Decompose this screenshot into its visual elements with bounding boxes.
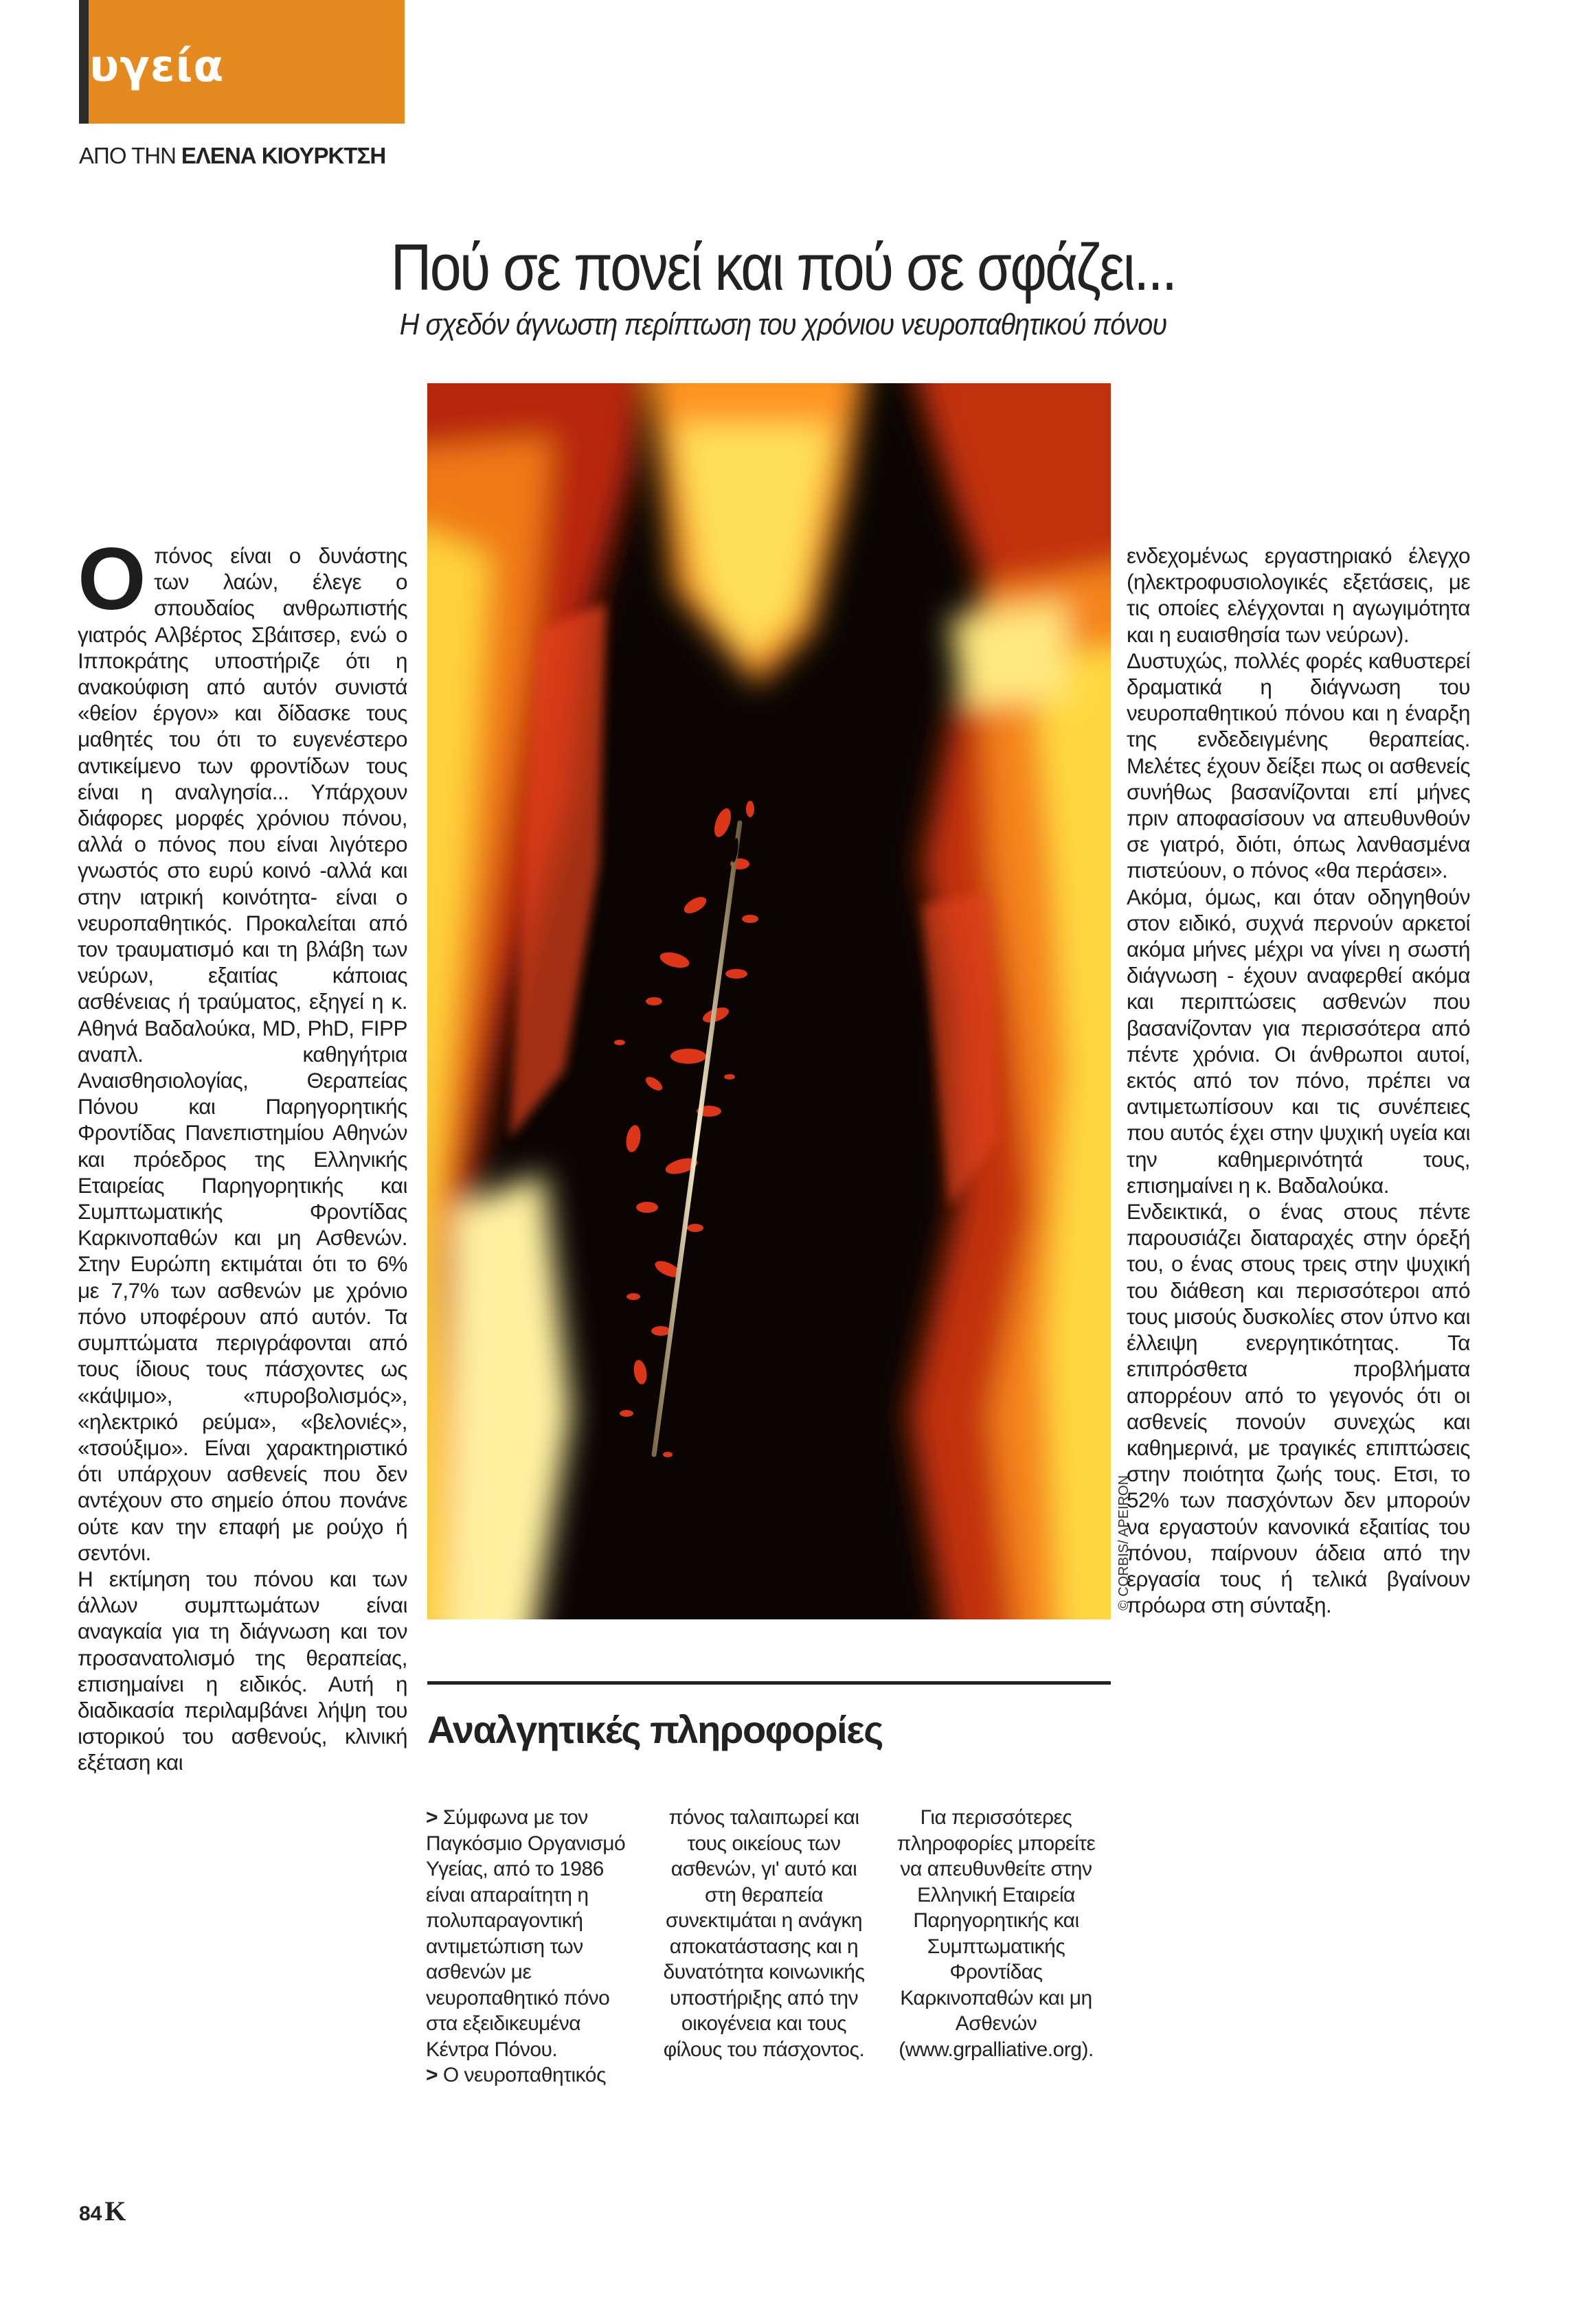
drop-cap: Ο bbox=[78, 530, 146, 628]
magazine-mark: K bbox=[104, 2196, 126, 2226]
sidebar-paragraph: πόνος ταλαιπωρεί και τους οικείους των ασθενών, γι' αυτό και στη θεραπεία συνεκτιμάται η ανάγκη αποκατάστασης και η δυνατότητα κοινωνικής υποστήριξης από την οικογένεια και τους φίλους του πάσχοντος. bbox=[663, 1806, 865, 2061]
sidebar-paragraph bbox=[426, 2062, 632, 2088]
sidebar-column-1 bbox=[426, 1805, 632, 2088]
sidebar-text: Σύμφωνα με τον Παγκόσμιο Οργανισμό Υγείας, από το 1986 είναι απαραίτητη η πολυπαραγοντική αντιμετώπιση των ασθενών με νευροπαθητικό πόνο στα εξειδικευμένα Κέντρα Πόνου. bbox=[426, 1806, 626, 2061]
article-column-3 bbox=[1127, 543, 1470, 1618]
article-paragraph: Δυστυχώς, πολλές φορές καθυστερεί δραματικά η διάγνωση του νευροπαθητικού πόνου και η έναρξη της ενδεδειγμένης θεραπείας. Μελέτες έχουν δείξει πως οι ασθενείς συνήθως βασανίζονται επί μήνες πριν αποφασίσουν να απευθυνθούν σε γιατρό, διότι, όπως λανθασμένα πιστεύουν, ο πόνος «θα περάσει». bbox=[1127, 648, 1470, 883]
article-subtitle: Η σχεδόν άγνωστη περίπτωση του χρόνιου νευροπαθητικού πόνου bbox=[399, 308, 1167, 341]
bullet-arrow: > bbox=[426, 1806, 438, 1829]
bullet-arrow: > bbox=[426, 2064, 438, 2086]
page-number-value: 84 bbox=[79, 2202, 102, 2225]
sidebar-paragraph bbox=[426, 1805, 632, 2062]
article-paragraph: Ενδεικτικά, ο ένας στους πέντε παρουσιάζει διαταραχές στην όρεξή του, ο ένας στους τρεις στην ψυχική του διάθεση και περισσότεροι από τους μισούς δυσκολίες στον ύπνο και έλλειψη ενεργητικότητας. Τα επιπρόσθετα προβλήματα απορρέουν από το γεγονός ότι οι ασθενείς πονούν συνεχώς και καθημερινά, με τραγικές επιπτώσεις στην ποιότητα ζωής τους. Ετσι, το 52% των πασχόντων δεν μπορούν να εργαστούν κανονικά εξαιτίας του πόνου, παίρνουν άδεια από την εργασία τους ή τελικά βγαίνουν πρόωρα στη σύνταξη. bbox=[1127, 1199, 1470, 1618]
sidebar-rule bbox=[427, 1681, 1111, 1685]
sidebar-paragraph: Για περισσότερες πληροφορίες μπορείτε να απευθυνθείτε στην Ελληνική Εταιρεία Παρηγορητικής και Συμπτωματικής Φροντίδας Καρκινοπαθών και μη Ασθενών (www.grpalliative.org). bbox=[896, 1806, 1096, 2061]
sidebar-column-2 bbox=[661, 1805, 867, 2062]
article-column-1 bbox=[78, 530, 407, 1776]
byline-prefix: ΑΠΟ ΤΗΝ bbox=[79, 143, 176, 168]
section-label: υγεία bbox=[89, 41, 225, 92]
byline bbox=[79, 143, 385, 169]
article-paragraph: ενδεχομένως εργαστηριακό έλεγχο (ηλεκτροφυσιολογικές εξετάσεις, με τις οποίες ελέγχονται η αγωγιμότητα και η ευαισθησία των νεύρων). bbox=[1127, 543, 1470, 647]
photo-credit: © CORBIS/ APEIRON bbox=[1116, 1474, 1131, 1610]
sidebar-title: Αναλγητικές πληροφορίες bbox=[427, 1708, 883, 1751]
page-number bbox=[79, 2195, 126, 2227]
article-paragraph: πόνος είναι ο δυνάστης των λαών, έλεγε ο σπουδαίος ανθρωπιστής γιατρός Αλβέρτος Σβάιτσερ, ενώ ο Ιπποκράτης υποστήριζε ότι η ανακούφιση από αυτόν συνιστά «θείον έργον» και δίδασκε τους μαθητές του ότι το ευγενέστερο αντικείμενο των φροντίδων τους είναι η αναλγησία... Υπάρχουν διάφορες μορφές χρόνιου πόνου, αλλά ο πόνος που είναι λιγότερο γνωστός στο ευρύ κοινό -αλλά και στην ιατρική κοινότητα- είναι ο νευροπαθητικός. Προκαλείται από τον τραυματισμό και τη βλάβη των νεύρων, εξαιτίας κάποιας ασθένειας ή τραύματος, εξηγεί η κ. Αθηνά Βαδαλούκα, MD, PhD, FIPP αναπλ. καθηγήτρια Αναισθησιολογίας, Θεραπείας Πόνου και Παρηγορητικής Φροντίδας Πανεπιστημίου Αθηνών και πρόεδρος της Ελληνικής Εταιρείας Παρηγορητικής και Συμπτωματικής Φροντίδας Καρκινοπαθών και μη Ασθενών. Στην Ευρώπη εκτιμάται ότι το 6% με 7,7% των ασθενών με χρόνιο πόνο υποφέρουν από αυτόν. Τα συμπτώματα περιγράφονται από τους ίδιους τους πάσχοντες ως «κάψιμο», «πυροβολισμός», «ηλεκτρικό ρεύμα», «βελονιές», «τσούξιμο». Είναι χαρακτηριστικό ότι υπάρχουν ασθενείς που δεν αντέχουν στο σημείο όπου πονάνε ούτε καν την επαφή με ρούχο ή σεντόνι. bbox=[78, 543, 407, 1565]
sidebar-column-3 bbox=[893, 1805, 1099, 2062]
article-title: Πού σε πονεί και πού σε σφάζει... bbox=[390, 231, 1176, 304]
sidebar-text: Ο νευροπαθητικός bbox=[442, 2064, 606, 2086]
byline-author: ΕΛΕΝΑ ΚΙΟΥΡΚΤΣΗ bbox=[181, 143, 386, 168]
article-paragraph: Η εκτίμηση του πόνου και των άλλων συμπτωμάτων είναι αναγκαία για τη διάγνωση και τον προσανατολισμό της θεραπείας, επισημαίνει η ειδικός. Αυτή η διαδικασία περιλαμβάνει λήψη του ιστορικού του ασθενούς, κλινική εξέταση και bbox=[78, 1566, 407, 1775]
needle-photo bbox=[427, 383, 1111, 1619]
article-paragraph: Ακόμα, όμως, και όταν οδηγηθούν στον ειδικό, συχνά περνούν αρκετοί ακόμα μήνες μέχρι να γίνει η σωστή διάγνωση - έχουν αναφερθεί ακόμα και περιπτώσεις ασθενών που βασανίζονταν για περισσότερα από πέντε χρόνια. Οι άνθρωποι αυτοί, εκτός από τον πόνο, πρέπει να αντιμετωπίσουν και τις συνέπειες που αυτός έχει στην ψυχική υγεία και την καθημερινότητά τους, επισημαίνει η κ. Βαδαλούκα. bbox=[1127, 884, 1470, 1198]
